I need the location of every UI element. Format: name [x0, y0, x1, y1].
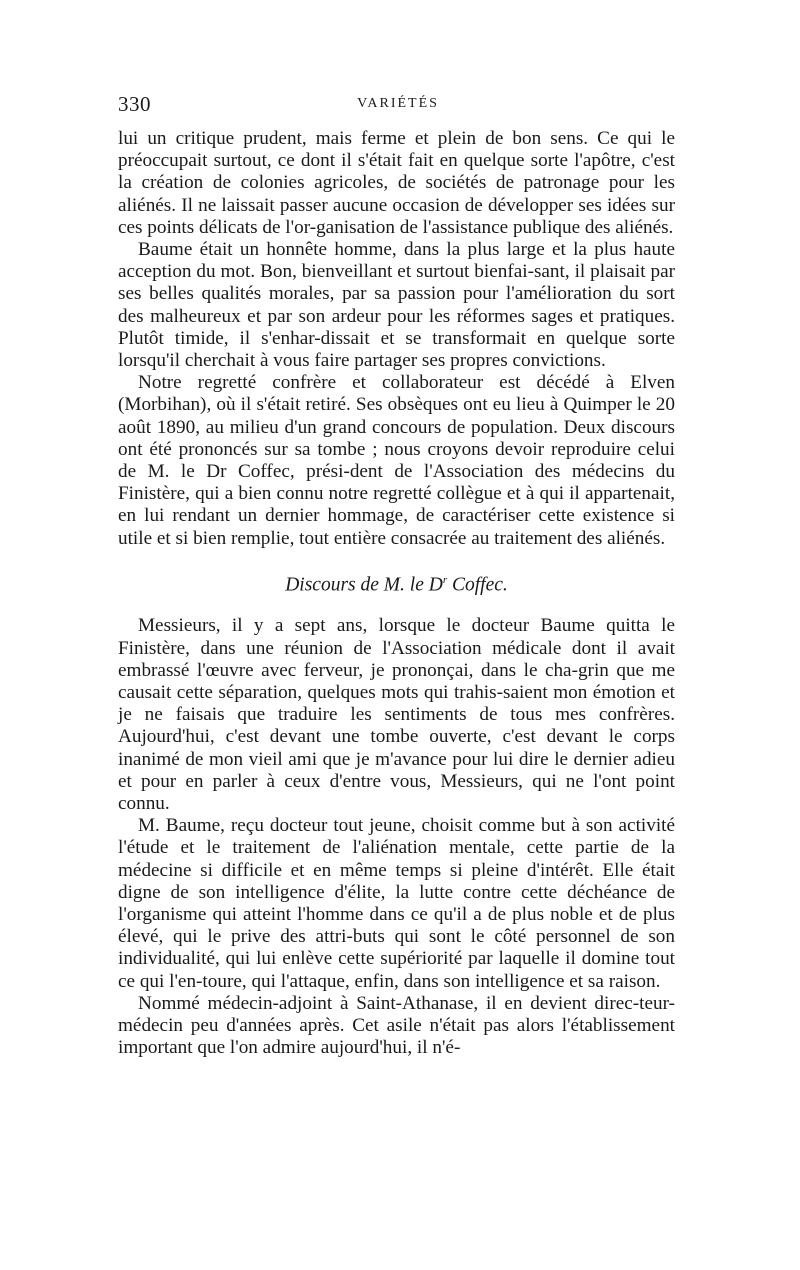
page-number: 330	[118, 92, 151, 116]
running-head: VARIÉTÉS	[357, 96, 439, 111]
paragraph: Messieurs, il y a sept ans, lorsque le docteur Baume quitta le Finistère, dans une réunion de l'Association médicale dont il avait embrassé l'œuvre avec ferveur, je prononçai, dans le cha-grin que me causait cette séparation, quelques mots qui trahis-saient mon émotion et je ne faisais que traduire les sentiments de tous mes confrères. Aujourd'hui, c'est devant une tombe ouverte, c'est devant le corps inanimé de mon vieil ami que je m'avance pour lui dire le dernier adieu et pour en parler à ceux d'entre vous, Messieurs, qui ne l'ont point connu.	[118, 615, 675, 814]
paragraph: Nommé médecin-adjoint à Saint-Athanase, il en devient direc-teur-médecin peu d'années après. Cet asile n'était pas alors l'établissement important que l'on admire aujourd'hui, il n'é-	[118, 992, 675, 1059]
heading-name: Coffec.	[447, 574, 508, 596]
page-header	[118, 92, 678, 122]
paragraph-continued: lui un critique prudent, mais ferme et plein de bon sens. Ce qui le préoccupait surtout, ce dont il s'était fait en quelque sorte l'apôtre, c'est la création de colonies agricoles, de sociétés de patronage pour les aliénés. Il ne laissait passer aucune occasion de développer ses idées sur ces points délicats de l'or-ganisation de l'assistance publique des aliénés.	[118, 128, 675, 238]
heading-text: Discours de M. le D	[285, 574, 443, 596]
body-text	[118, 128, 675, 1059]
heading-superscript: r	[442, 573, 448, 586]
section-heading	[118, 568, 675, 598]
paragraph: Baume était un honnête homme, dans la plus large et la plus haute acception du mot. Bon, bienveillant et surtout bienfai-sant, il plaisait par ses belles qualités morales, par sa passion pour l'amélioration du sort des malheureux et par son ardeur pour les réformes sages et pratiques. Plutôt timide, il s'enhar-dissait et se transformait en quelque sorte lorsqu'il cherchait à vous faire partager ses propres convictions.	[118, 239, 675, 372]
paragraph: Notre regretté confrère et collaborateur est décédé à Elven (Morbihan), où il s'était retiré. Ses obsèques ont eu lieu à Quimper le 20 août 1890, au milieu d'un grand concours de population. Deux discours ont été prononcés sur sa tombe ; nous croyons devoir reproduire celui de M. le Dr Coffec, prési-dent de l'Association des médecins du Finistère, qui a bien connu notre regretté collègue et à qui il appartenait, en lui rendant un dernier hommage, de caractériser cette existence si utile et si bien remplie, tout entière consacrée au traitement des aliénés.	[118, 372, 675, 549]
paragraph: M. Baume, reçu docteur tout jeune, choisit comme but à son activité l'étude et le traitement de l'aliénation mentale, cette partie de la médecine si difficile et en même temps si pleine d'intérêt. Elle était digne de son intelligence d'élite, la lutte contre cette déchéance de l'organisme qui atteint l'homme dans ce qu'il a de plus noble et de plus élevé, qui le prive des attri-buts qui sont le côté personnel de son individualité, qui lui enlève cette supériorité par laquelle il domine tout ce qui l'en-toure, qui l'attaque, enfin, dans son intelligence et sa raison.	[118, 815, 675, 992]
